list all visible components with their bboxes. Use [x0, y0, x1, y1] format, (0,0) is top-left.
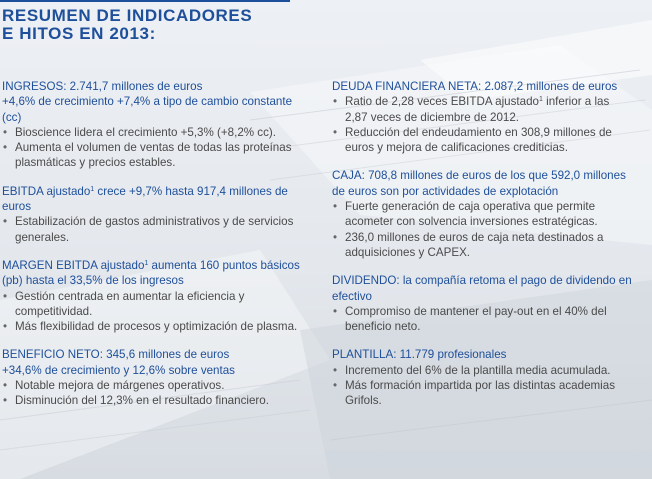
indicator-heading: CAJA: 708,8 millones de euros de los que 592,0 millones de euros son por actividades de explotación [332, 169, 626, 198]
heading-line-1: BENEFICIO NETO: 345,6 millones de euros [2, 348, 230, 362]
left-column [2, 79, 302, 422]
bullet-text: Ratio de 2,28 veces EBITDA ajustado [345, 95, 539, 109]
footnote-marker: 1 [90, 185, 95, 193]
bullet-item: • Reducción del endeudamiento en 308,9 millones de euros y mejora de calificaciones crediticias. [332, 125, 632, 156]
indicator-heading: PLANTILLA: 11.779 profesionales [332, 348, 507, 362]
bullet-item: • Gestión centrada en aumentar la eficiencia y competitividad. [2, 289, 302, 320]
bullet-item: • Incremento del 6% de la plantilla media acumulada. [332, 363, 632, 378]
title-top-rule [0, 0, 290, 2]
bullet-list [332, 199, 632, 260]
footnote-marker: 1 [539, 96, 543, 104]
page-title-line-1: RESUMEN DE INDICADORES [2, 6, 253, 25]
heading-line-1: INGRESOS: 2.741,7 millones de euros [2, 80, 203, 93]
bullet-list [332, 304, 632, 335]
bullet-item: • Más formación impartida por las distintas academias Grifols. [332, 378, 632, 409]
indicator-caja [332, 168, 632, 260]
heading-text: EBITDA ajustado [2, 184, 91, 198]
right-column [332, 79, 632, 422]
indicator-heading [2, 79, 302, 125]
indicator-dividendo [332, 273, 632, 334]
indicator-heading [2, 347, 302, 378]
heading-text-cont: aumenta 160 puntos básicos (pb) hasta el 33,5% de los ingresos [2, 258, 300, 288]
page-title [2, 7, 332, 43]
indicator-ingresos [2, 79, 302, 171]
bullet-item: • 236,0 millones de euros de caja neta destinados a adquisiciones y CAPEX. [332, 230, 632, 261]
indicator-deuda-financiera [332, 79, 632, 155]
bullet-text-cont: inferior a las 2,87 veces de diciembre de 2012. [345, 95, 610, 124]
bullet-item: • Disminución del 12,3% en el resultado financiero. [2, 393, 302, 408]
bullet-item: • Aumenta el volumen de ventas de todas las proteínas plasmáticas y precios estables. [2, 140, 302, 171]
bullet-item: • Fuerte generación de caja operativa que permite acometer con solvencia inversiones estratégicas. [332, 199, 632, 230]
bullet-item: • Notable mejora de márgenes operativos. [2, 378, 302, 393]
bullet-list [332, 94, 632, 155]
bullet-list [2, 214, 302, 245]
heading-line-2: +34,6% de crecimiento y 12,6% sobre ventas [2, 363, 235, 377]
indicator-margen-ebitda [2, 258, 302, 334]
bullet-item [332, 94, 632, 125]
bullet-item: • Bioscience lidera el crecimiento +5,3% (+8,2% cc). [2, 125, 302, 140]
indicator-ebitda [2, 184, 302, 245]
heading-line-2: +4,6% de crecimiento +7,4% a tipo de cambio constante (cc) [2, 95, 293, 124]
indicator-heading: DEUDA FINANCIERA NETA: 2.087,2 millones de euros [332, 80, 618, 93]
indicator-heading [2, 184, 302, 215]
heading-text-cont: crece +9,7% hasta 917,4 millones de euros [2, 184, 288, 214]
bullet-item: • Compromiso de mantener el pay-out en el 40% del beneficio neto. [332, 304, 632, 335]
bullet-list [332, 363, 632, 409]
indicator-heading: DIVIDENDO: la compañía retoma el pago de dividendo en efectivo [332, 274, 632, 303]
bullet-list [2, 125, 302, 171]
indicator-beneficio-neto [2, 347, 302, 408]
heading-text: MARGEN EBITDA ajustado [2, 258, 145, 272]
indicator-heading [2, 258, 302, 289]
page-title-line-2: E HITOS EN 2013: [2, 24, 156, 43]
bullet-item: • Estabilización de gastos administrativos y de servicios generales. [2, 214, 302, 245]
bullet-list [2, 378, 302, 409]
bullet-list [2, 289, 302, 335]
bullet-item: • Más flexibilidad de procesos y optimización de plasma. [2, 319, 302, 334]
indicator-plantilla [332, 347, 632, 408]
footnote-marker: 1 [144, 259, 149, 267]
